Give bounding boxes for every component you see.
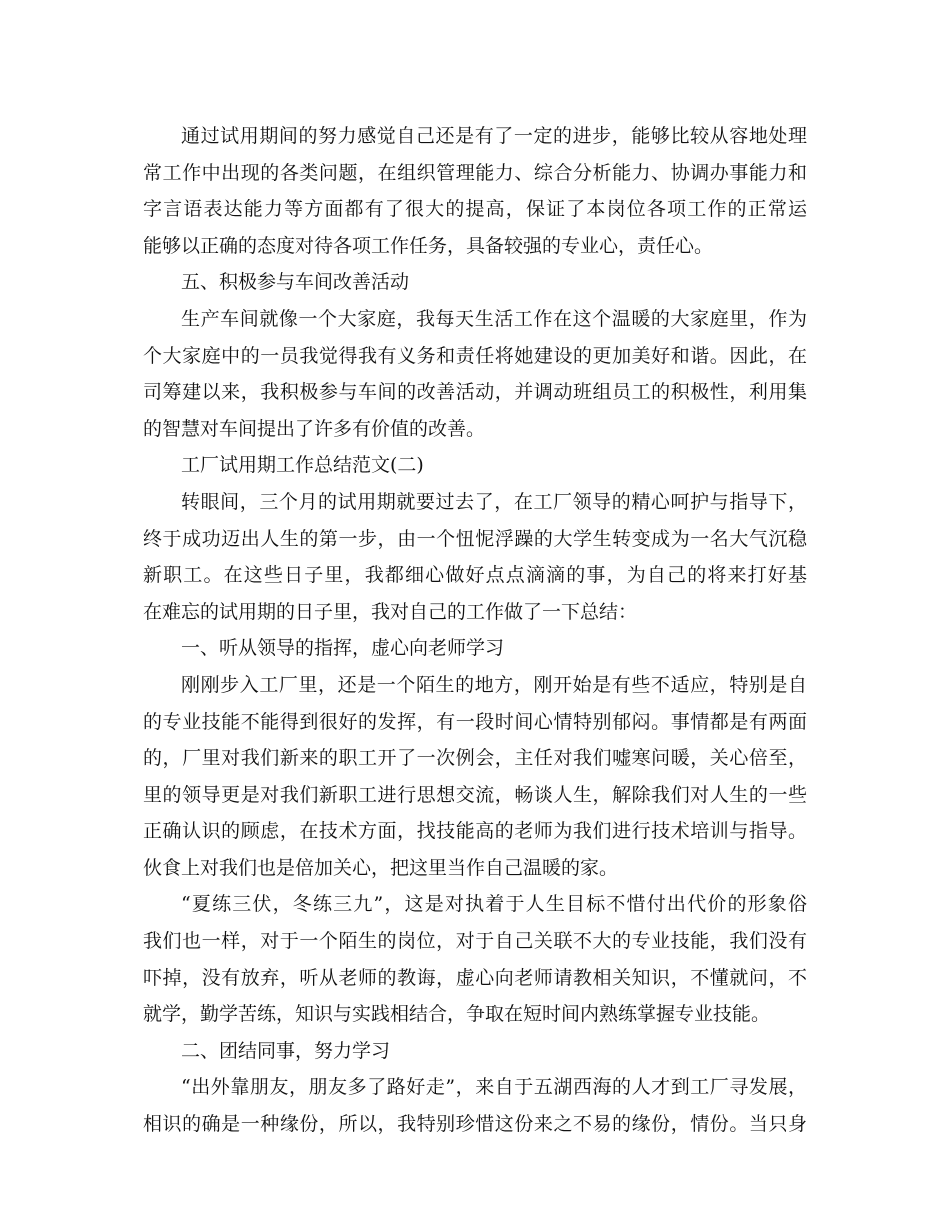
text-line: 的，厂里对我们新来的职工开了一次例会，主任对我们嘘寒问暖，关心倍至，	[143, 747, 807, 770]
text-line: 的专业技能不能得到很好的发挥，有一段时间心情特别郁闷。事情都是有两面	[143, 710, 807, 733]
text-line: 通过试用期间的努力感觉自己还是有了一定的进步，能够比较从容地处理	[181, 125, 807, 147]
text-line: 工厂试用期工作总结范文(二)	[181, 454, 424, 477]
text-line: “夏练三伏，冬练三九”，这是对执着于人生目标不惜付出代价的形象俗	[181, 893, 807, 916]
text-line: 个大家庭中的一员我觉得我有义务和责任将她建设的更加美好和谐。因此，在	[143, 344, 807, 367]
text-line: 相识的确是一种缘份，所以，我特别珍惜这份来之不易的缘份，情份。当只身	[143, 1113, 807, 1136]
text-line: 字言语表达能力等方面都有了很大的提高，保证了本岗位各项工作的正常运	[143, 198, 807, 221]
text-line: 在难忘的试用期的日子里，我对自己的工作做了一下总结：	[143, 600, 638, 623]
text-line: 正确认识的顾虑，在技术方面，找技能高的老师为我们进行技术培训与指导。	[143, 820, 807, 843]
text-line: 的智慧对车间提出了许多有价值的改善。	[143, 417, 486, 440]
text-line: 刚刚步入工厂里，还是一个陌生的地方，刚开始是有些不适应，特别是自	[181, 673, 807, 696]
text-line: 转眼间，三个月的试用期就要过去了，在工厂领导的精心呵护与指导下，	[181, 490, 807, 513]
text-line: 常工作中出现的各类问题，在组织管理能力、综合分析能力、协调办事能力和	[143, 161, 807, 184]
document-page	[143, 118, 807, 1143]
text-line: 我们也一样，对于一个陌生的岗位，对于自己关联不大的专业技能，我们没有	[143, 930, 807, 953]
text-line: 一、听从领导的指挥，虚心向老师学习	[181, 637, 505, 660]
text-line: 司筹建以来，我积极参与车间的改善活动，并调动班组员工的积极性，利用集	[143, 381, 807, 404]
text-line: 伙食上对我们也是倍加关心，把这里当作自己温暖的家。	[143, 856, 619, 879]
text-line: 就学，勤学苦练，知识与实践相结合，争取在短时间内熟练掌握专业技能。	[143, 1003, 771, 1026]
text-line: 新职工。在这些日子里，我都细心做好点点滴滴的事，为自己的将来打好基	[143, 564, 807, 587]
text-line: 终于成功迈出人生的第一步，由一个忸怩浮躁的大学生转变成为一名大气沉稳	[143, 527, 807, 550]
text-line: 二、团结同事，努力学习	[181, 1039, 391, 1062]
text-line: “出外靠朋友，朋友多了路好走”，来自于五湖西海的人才到工厂寻发展，	[181, 1076, 807, 1099]
text-line: 吓掉，没有放弃，听从老师的教诲，虚心向老师请教相关知识，不懂就问，不	[143, 966, 807, 989]
text-line: 五、积极参与车间改善活动	[181, 271, 410, 294]
text-line: 生产车间就像一个大家庭，我每天生活工作在这个温暖的大家庭里，作为	[181, 307, 807, 330]
text-line: 里的领导更是对我们新职工进行思想交流，畅谈人生，解除我们对人生的一些	[143, 783, 807, 806]
text-line: 能够以正确的态度对待各项工作任务，具备较强的专业心，责任心。	[143, 234, 714, 257]
